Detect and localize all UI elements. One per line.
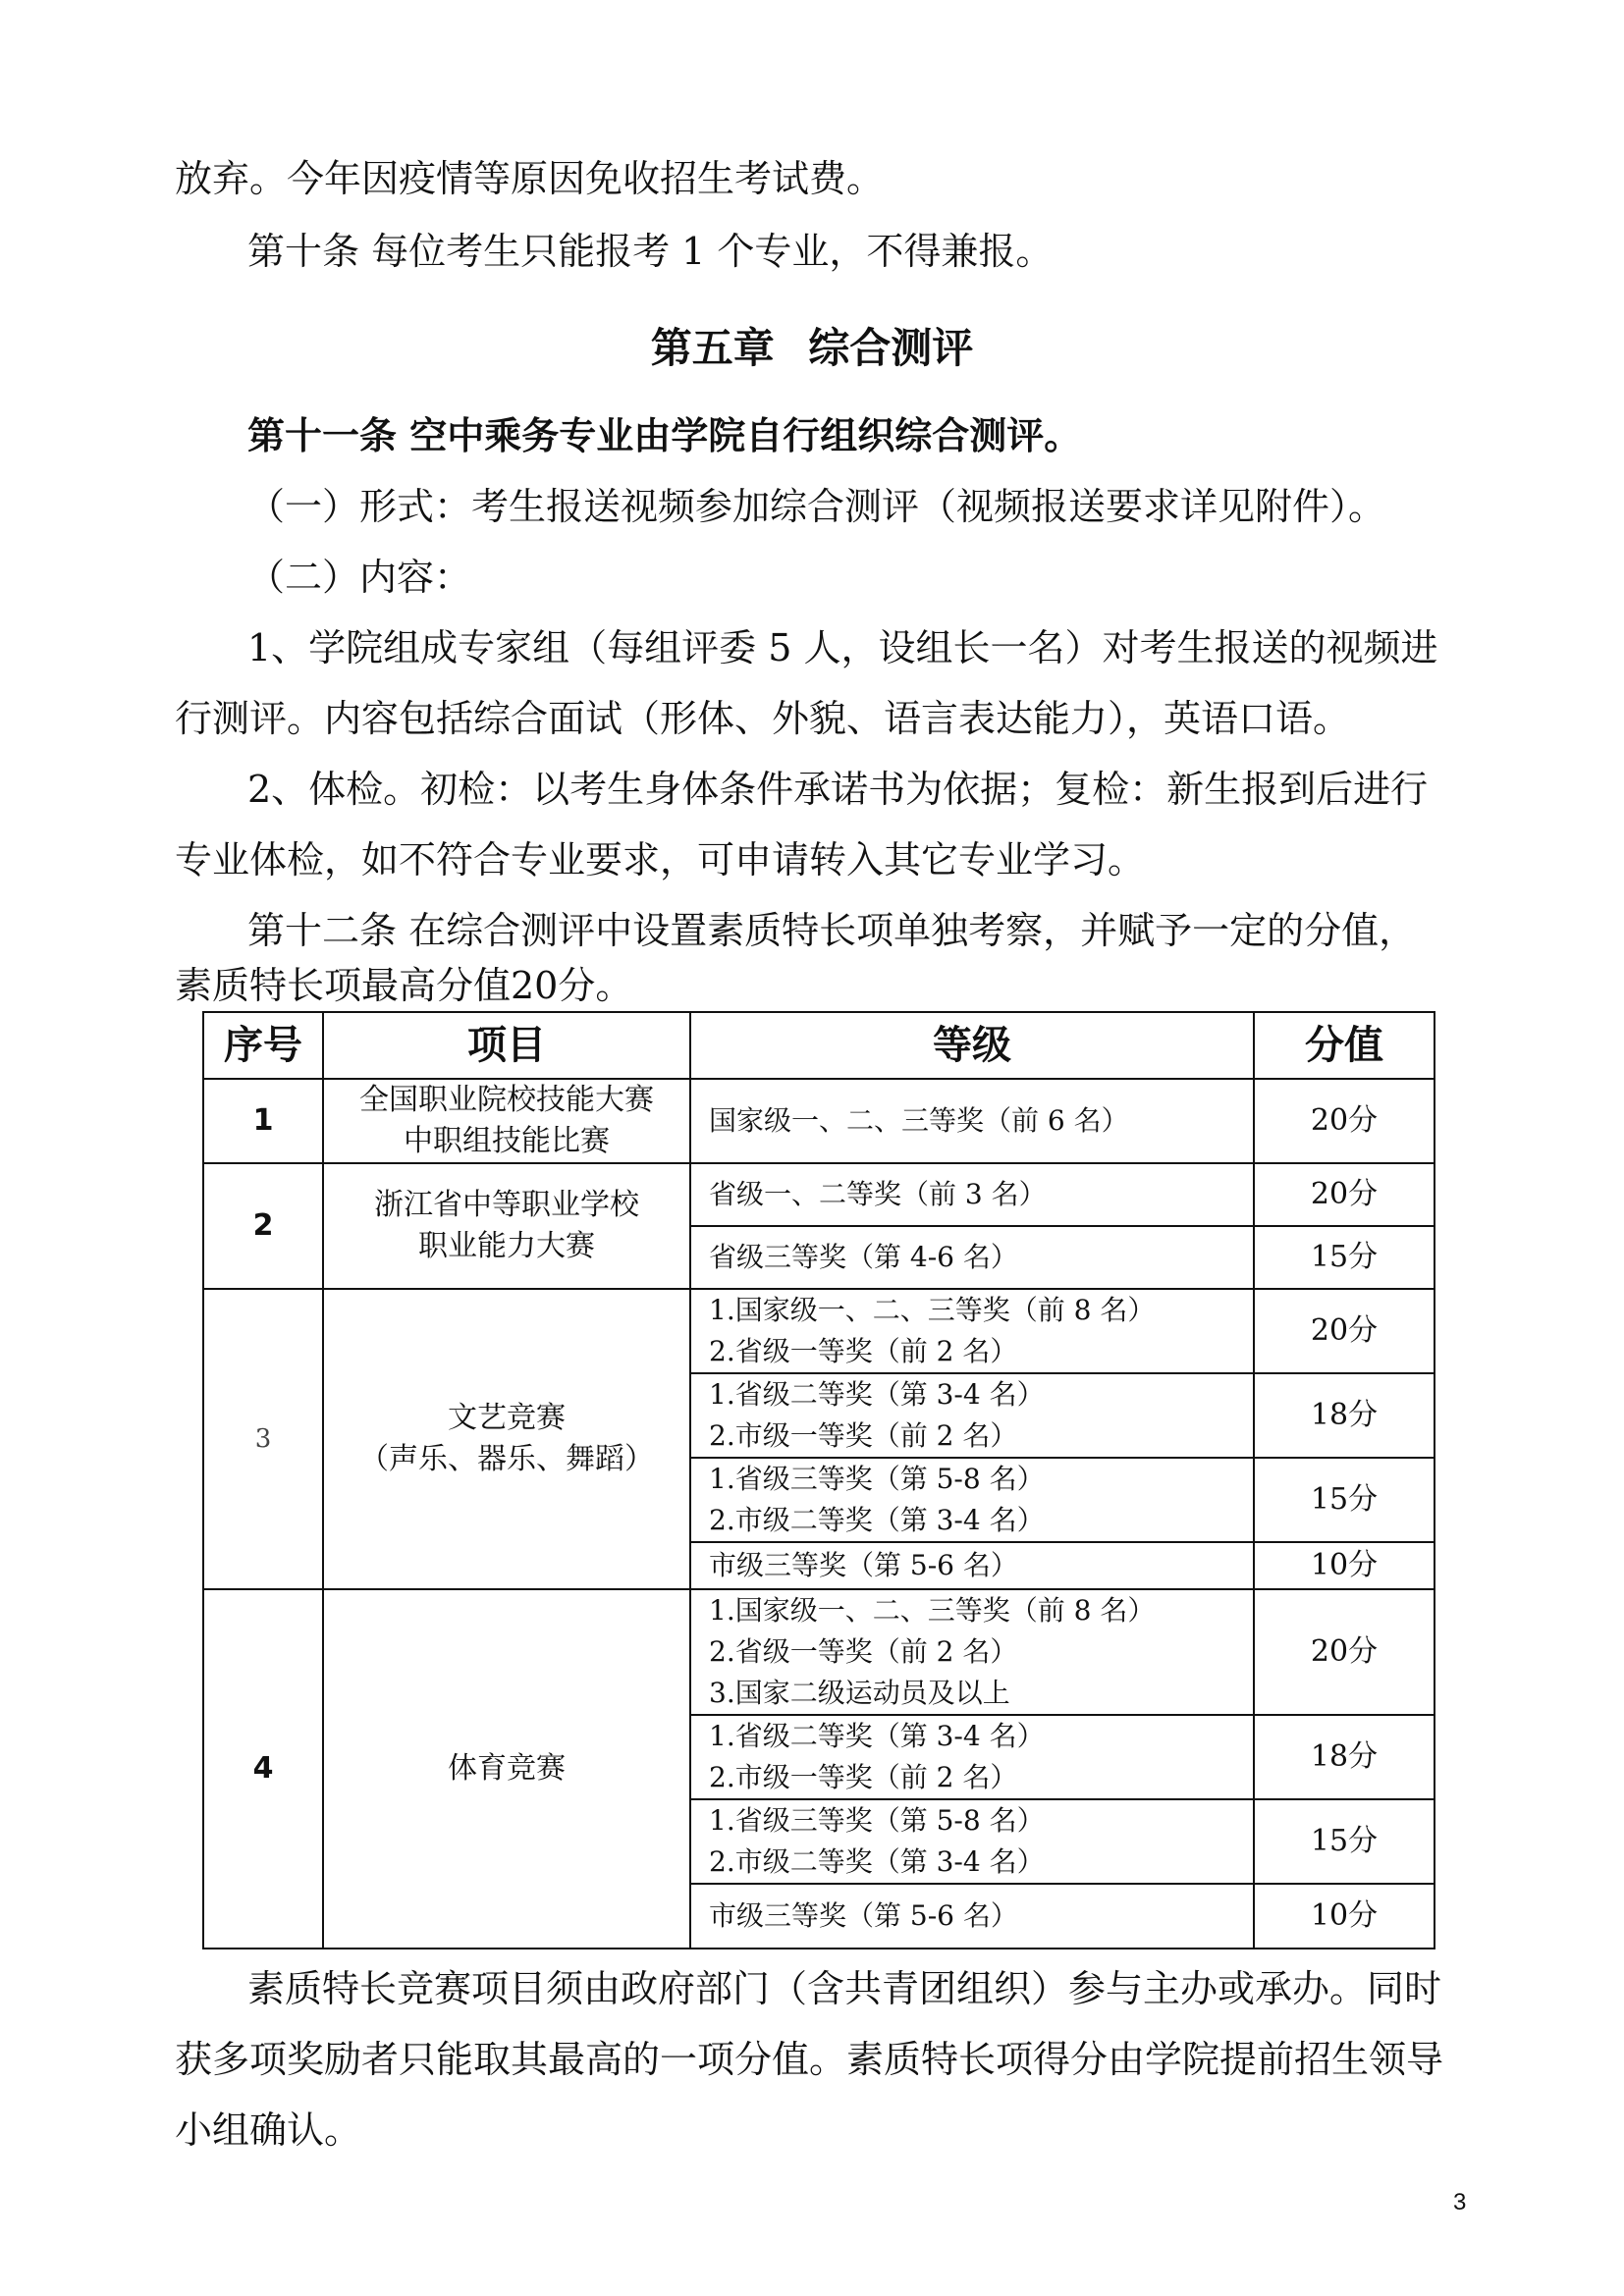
- item-cell: [323, 1163, 690, 1289]
- paragraph: 获多项奖励者只能取其最高的一项分值。素质特长项得分由学院提前招生领导: [175, 2038, 1444, 2081]
- item-cell: [323, 1289, 690, 1589]
- level-line: 1.省级三等奖（第 5-8 名）: [709, 1463, 1045, 1495]
- article-12: 第十二条 在综合测评中设置素质特长项单独考察，并赋予一定的分值，: [247, 909, 1417, 952]
- paragraph: 2、体检。初检：以考生身体条件承诺书为依据；复检：新生报到后进行: [247, 768, 1429, 811]
- score-table: [202, 1011, 1435, 1949]
- score-cell: 20分: [1254, 1289, 1435, 1373]
- score-cell: 10分: [1254, 1542, 1435, 1589]
- score-cell: 15分: [1254, 1226, 1435, 1289]
- level-cell: [690, 1715, 1254, 1799]
- header-cell: 序号: [203, 1012, 323, 1079]
- row-number: 2: [203, 1163, 323, 1289]
- level-cell: 省级一、二等奖（前 3 名）: [690, 1163, 1254, 1226]
- row-number: 1: [203, 1079, 323, 1163]
- item-line: 职业能力大赛: [418, 1229, 595, 1263]
- table-row: [203, 1289, 1435, 1373]
- level-line: 1.省级三等奖（第 5-8 名）: [709, 1804, 1045, 1837]
- level-cell: [690, 1799, 1254, 1884]
- level-line: 1.省级二等奖（第 3-4 名）: [709, 1378, 1045, 1411]
- level-line: 2.省级一等奖（前 2 名）: [709, 1635, 1018, 1668]
- item-line: 文艺竞赛: [448, 1401, 566, 1435]
- paragraph: 素质特长项最高分值20分。: [175, 964, 633, 1007]
- item-line: 浙江省中等职业学校: [374, 1188, 639, 1222]
- level-line: 2.市级二等奖（第 3-4 名）: [709, 1504, 1045, 1536]
- level-cell: 省级三等奖（第 4-6 名）: [690, 1226, 1254, 1289]
- paragraph: 放弃。今年因疫情等原因免收招生考试费。: [175, 157, 885, 200]
- header-cell: 项目: [323, 1012, 690, 1079]
- paragraph: （二）内容：: [247, 556, 472, 599]
- item-cell: [323, 1079, 690, 1163]
- paragraph: 专业体检，如不符合专业要求，可申请转入其它专业学习。: [175, 838, 1146, 881]
- level-line: 1.国家级一、二、三等奖（前 8 名）: [709, 1594, 1156, 1627]
- score-cell: 15分: [1254, 1799, 1435, 1884]
- paragraph: 素质特长竞赛项目须由政府部门（含共青团组织）参与主办或承办。同时: [247, 1967, 1442, 2010]
- score-cell: 20分: [1254, 1163, 1435, 1226]
- page-number: 3: [1453, 2189, 1467, 2216]
- level-cell: 国家级一、二、三等奖（前 6 名）: [690, 1079, 1254, 1163]
- level-line: 1.省级二等奖（第 3-4 名）: [709, 1720, 1045, 1752]
- level-line: 3.国家二级运动员及以上: [709, 1677, 1010, 1709]
- level-line: 2.市级一等奖（前 2 名）: [709, 1761, 1018, 1793]
- item-cell: 体育竞赛: [323, 1589, 690, 1949]
- level-line: 2.省级一等奖（前 2 名）: [709, 1335, 1018, 1367]
- level-cell: 市级三等奖（第 5-6 名）: [690, 1884, 1254, 1949]
- level-cell: [690, 1458, 1254, 1542]
- paragraph: 1、学院组成专家组（每组评委 5 人，设组长一名）对考生报送的视频进: [247, 626, 1438, 669]
- table-row: [203, 1079, 1435, 1163]
- table-row: [203, 1163, 1435, 1226]
- table-row: [203, 1589, 1435, 1715]
- level-cell: 市级三等奖（第 5-6 名）: [690, 1542, 1254, 1589]
- level-cell: [690, 1289, 1254, 1373]
- level-cell: [690, 1589, 1254, 1715]
- table-header-row: [203, 1012, 1435, 1079]
- row-number: 4: [203, 1589, 323, 1949]
- item-line: 全国职业院校技能大赛: [359, 1083, 654, 1117]
- header-cell: 等级: [690, 1012, 1254, 1079]
- item-line: 中职组技能比赛: [404, 1124, 610, 1158]
- article-11: 第十一条 空中乘务专业由学院自行组织综合测评。: [247, 414, 1082, 457]
- level-cell: [690, 1373, 1254, 1458]
- item-line: （声乐、器乐、舞蹈）: [359, 1442, 654, 1476]
- chapter-title: 第五章 综合测评: [650, 324, 974, 372]
- row-number: 3: [203, 1289, 323, 1589]
- article-10: 第十条 每位考生只能报考 1 个专业，不得兼报。: [247, 230, 1054, 273]
- level-line: 1.国家级一、二、三等奖（前 8 名）: [709, 1294, 1156, 1326]
- paragraph: 行测评。内容包括综合面试（形体、外貌、语言表达能力），英语口语。: [175, 697, 1351, 740]
- score-cell: 15分: [1254, 1458, 1435, 1542]
- score-cell: 18分: [1254, 1715, 1435, 1799]
- score-cell: 20分: [1254, 1079, 1435, 1163]
- header-cell: 分值: [1254, 1012, 1435, 1079]
- paragraph: 小组确认。: [175, 2109, 362, 2152]
- level-line: 2.市级一等奖（前 2 名）: [709, 1419, 1018, 1452]
- paragraph: （一）形式：考生报送视频参加综合测评（视频报送要求详见附件）。: [247, 485, 1386, 528]
- score-cell: 18分: [1254, 1373, 1435, 1458]
- level-line: 2.市级二等奖（第 3-4 名）: [709, 1845, 1045, 1878]
- score-cell: 20分: [1254, 1589, 1435, 1715]
- score-cell: 10分: [1254, 1884, 1435, 1949]
